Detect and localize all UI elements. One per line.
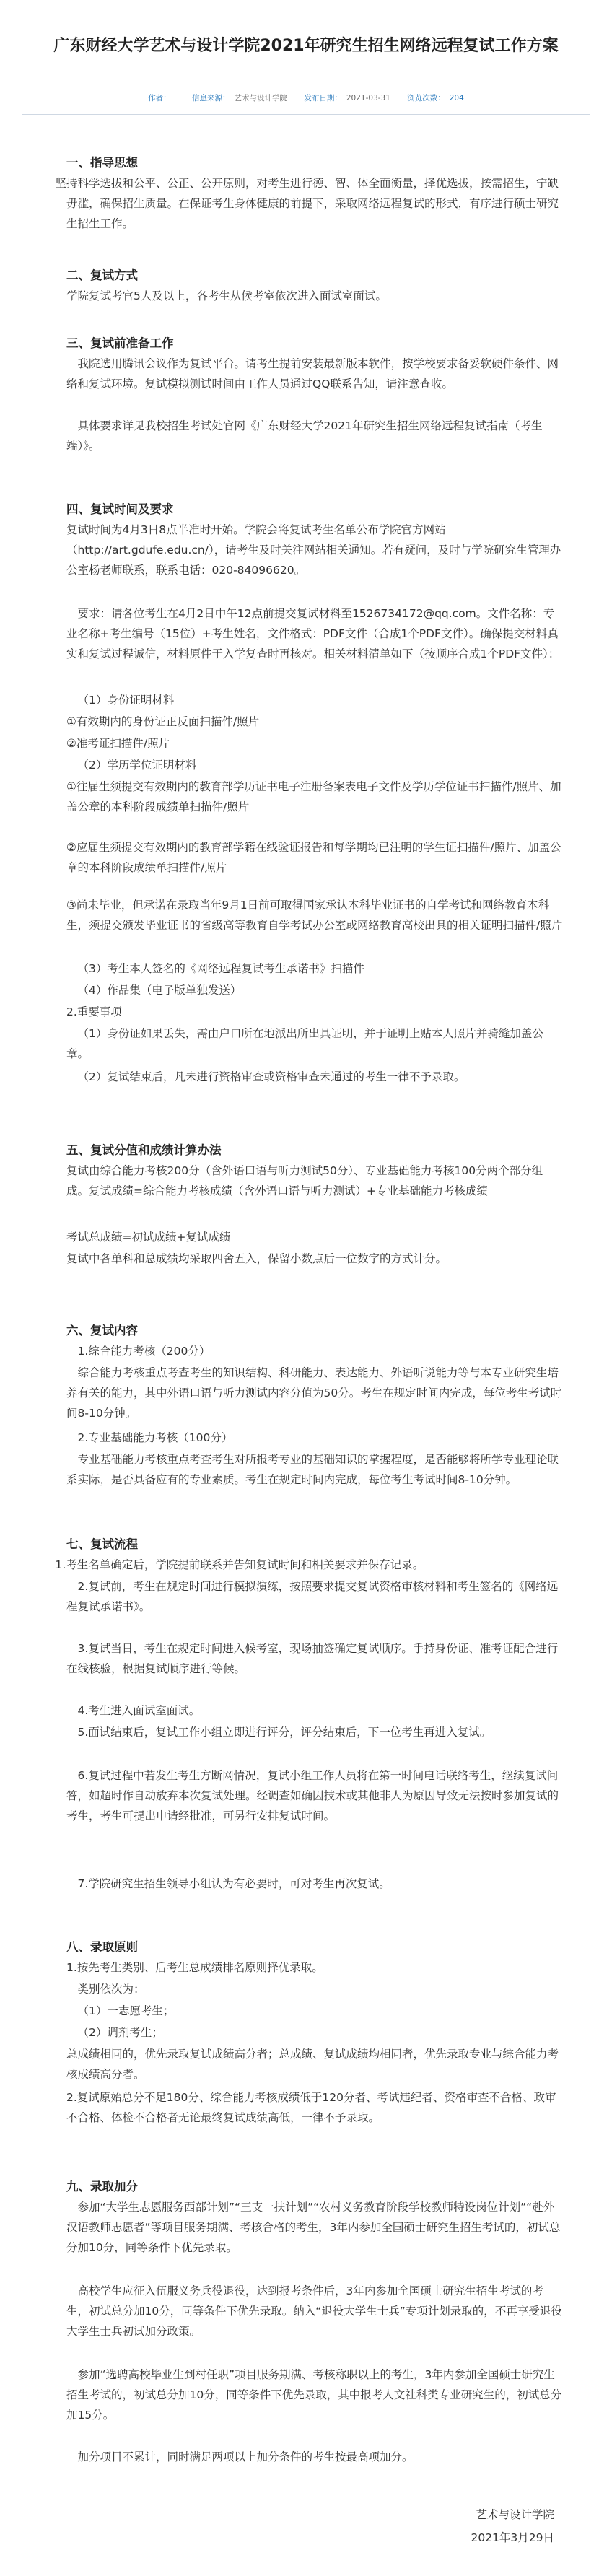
- section-heading-7: 七、复试流程: [66, 1537, 138, 1551]
- paragraph: 1.综合能力考核（200分）: [77, 1345, 211, 1358]
- meta-divider: [22, 114, 590, 115]
- date-label: 发布日期：: [304, 94, 342, 102]
- list-item: ①有效期内的身份证正反面扫描件/照片: [66, 715, 260, 728]
- section-heading-9: 九、录取加分: [66, 2180, 138, 2193]
- list-item: 4.考生进入面试室面试。: [77, 1704, 201, 1717]
- article-title: 广东财经大学艺术与设计学院2021年研究生招生网络远程复试工作方案: [53, 37, 559, 55]
- paragraph: 坚持科学选拔和公平、公正、公开原则，对考生进行德、智、体全面衡量，择优选拔，按需招生，宁缺毋滥，确保招生质量。在保证考生身体健康的前提下，采取网络远程复试的形式，有序进行硕士研究生招生工作。: [55, 177, 559, 230]
- section-heading-6: 六、复试内容: [66, 1324, 138, 1337]
- list-item: 5.面试结束后，复试工作小组立即进行评分，评分结束后，下一位考生再进入复试。: [77, 1726, 491, 1739]
- paragraph: 复试由综合能力考核200分（含外语口语与听力测试50分）、专业基础能力考核100分两个部分组成。复试成绩=综合能力考核成绩（含外语口语与听力测试）+专业基础能力考核成绩: [66, 1164, 543, 1197]
- paragraph: 2.专业基础能力考核（100分）: [77, 1431, 233, 1444]
- paragraph: 专业基础能力考核重点考查考生对所报考专业的基础知识的掌握程度，是否能够将所学专业理论联系实际，是否具备应有的专业素质。考生在规定时间内完成，每位考生考试时间8-10分钟。: [66, 1453, 559, 1486]
- list-item: （4）作品集（电子版单独发送）: [77, 984, 242, 997]
- list-item: ③尚未毕业，但承诺在录取当年9月1日前可取得国家承认本科毕业证书的自学考试和网络教育本科生，须提交颁发毕业证书的省级高等教育自学考试办公室或网络教育高校出具的相关证明扫描件/照片: [66, 899, 563, 932]
- paragraph: 我院选用腾讯会议作为复试平台。请考生提前安装最新版本软件，按学校要求备妥软硬件条件、网络和复试环境。复试模拟测试时间由工作人员通过QQ联系告知，请注意查收。: [66, 357, 559, 390]
- paragraph: 参加“选聘高校毕业生到村任职”项目服务期满、考核称职以上的考生，3年内参加全国硕士研究生招生考试的，初试总分加10分，同等条件下优先录取，其中报考人文社科类专业研究生的，初试总分加15分。: [66, 2368, 562, 2422]
- list-item: （1）身份证明材料: [77, 694, 175, 707]
- source-label: 信息来源：: [192, 94, 230, 102]
- list-item: （3）考生本人签名的《网络远程复试考生承诺书》扫描件: [77, 962, 364, 975]
- source-value: 艺术与设计学院: [234, 94, 288, 102]
- section-heading-5: 五、复试分值和成绩计算办法: [66, 1143, 222, 1157]
- paragraph: 考试总成绩=初试成绩+复试成绩: [66, 1231, 231, 1244]
- paragraph: 参加“大学生志愿服务西部计划”“三支一扶计划”“农村义务教育阶段学校教师特设岗位计划”“赴外汉语教师志愿者”等项目服务期满、考核合格的考生，3年内参加全国硕士研究生招生考试的，初试总分加10分，同等条件下优先录取。: [66, 2201, 561, 2254]
- list-item: 7.学院研究生招生领导小组认为有必要时，可对考生再次复试。: [77, 1877, 390, 1890]
- paragraph: 学院复试考官5人及以上，各考生从候考室依次进入面试室面试。: [66, 289, 387, 302]
- paragraph: 复试时间为4月3日8点半准时开始。学院会将复试考生名单公布学院官方网站（http://art.gdufe.edu.cn/），请考生及时关注网站相关通知。若有疑问，及时与学院研究生管理办公室杨老师联系，联系电话：020-84096620。: [66, 523, 561, 577]
- paragraph: 具体要求详见我校招生考试处官网《广东财经大学2021年研究生招生网络远程复试指南（考生端）》。: [66, 419, 543, 453]
- list-item: 6.复试过程中若发生考生方断网情况，复试小组工作人员将在第一时间电话联络考生，继续复试问答，如超时作自动放弃本次复试处理。经调查如确因技术或其他非人为原因导致无法按时参加复试的考生，考生可提出申请经批准，可另行安排复试时间。: [66, 1769, 559, 1822]
- list-item: （2）复试结束后，凡未进行资格审查或资格审查未通过的考生一律不予录取。: [77, 1070, 465, 1083]
- list-item: 3.复试当日，考生在规定时间进入候考室，现场抽签确定复试顺序。手持身份证、准考证配合进行在线核验，根据复试顺序进行等候。: [66, 1642, 559, 1675]
- section-heading-1: 一、指导思想: [66, 156, 138, 170]
- paragraph: 总成绩相同的，优先录取复试成绩高分者；总成绩、复试成绩均相同者，优先录取专业与综合能力考核成绩高分者。: [66, 2048, 559, 2081]
- paragraph: 要求：请各位考生在4月2日中午12点前提交复试材料至1526734172@qq.com。文件名称：专业名称+考生编号（15位）+考生姓名，文件格式：PDF文件（合成1个PDF文件）。确保提交材料真实和复试过程诚信，材料原件于入学复查时再核对。相关材料清单如下（按顺序合成1个PDF文件）：: [66, 607, 560, 660]
- views-label: 浏览次数：: [407, 94, 445, 102]
- list-item: ②准考证扫描件/照片: [66, 737, 170, 750]
- paragraph: 综合能力考核重点考查考生的知识结构、科研能力、表达能力、外语听说能力等与本专业研究生培养有关的能力，其中外语口语与听力测试内容分值为50分。考生在规定时间内完成，每位考生考试时间8-10分钟。: [66, 1366, 562, 1420]
- section-heading-3: 三、复试前准备工作: [66, 336, 174, 350]
- list-item: （2）学历学位证明材料: [77, 759, 197, 772]
- date-value: 2021-03-31: [346, 94, 390, 102]
- list-item: （1）一志愿考生；: [77, 2004, 175, 2017]
- list-item: （1）身份证如果丢失，需由户口所在地派出所出具证明，并于证明上贴本人照片并骑缝加盖公章。: [66, 1027, 543, 1060]
- list-item: 1.按先考生类别、后考生总成绩排名原则择优录取。: [66, 1961, 323, 1974]
- author-label: 作者：: [148, 94, 171, 102]
- list-item: 1.考生名单确定后，学院提前联系并告知复试时间和相关要求并保存记录。: [55, 1558, 424, 1571]
- list-item: ①往届生须提交有效期内的教育部学历证书电子注册备案表电子文件及学历学位证书扫描件/照片、加盖公章的本科阶段成绩单扫描件/照片: [66, 780, 561, 813]
- list-item: ②应届生须提交有效期内的教育部学籍在线验证报告和每学期均已注明的学生证扫描件/照片、加盖公章的本科阶段成绩单扫描件/照片: [66, 841, 561, 874]
- views-count: 204: [449, 94, 464, 102]
- signature-date: 2021年3月29日: [471, 2531, 554, 2544]
- list-item: 类别依次为：: [77, 1983, 145, 1996]
- list-item: 2.重要事项: [66, 1005, 122, 1018]
- list-item: （2）调剂考生；: [77, 2026, 163, 2039]
- paragraph: 高校学生应征入伍服义务兵役退役，达到报考条件后，3年内参加全国硕士研究生招生考试的考生，初试总分加10分，同等条件下优先录取。纳入“退役大学生士兵”专项计划录取的，不再享受退役大学生士兵初试加分政策。: [66, 2284, 562, 2338]
- section-heading-8: 八、录取原则: [66, 1940, 138, 1954]
- signature-org: 艺术与设计学院: [476, 2508, 554, 2521]
- paragraph: 复试中各单科和总成绩均采取四舍五入，保留小数点后一位数字的方式计分。: [66, 1252, 447, 1265]
- paragraph: 加分项目不累计，同时满足两项以上加分条件的考生按最高项加分。: [77, 2450, 414, 2463]
- section-heading-4: 四、复试时间及要求: [66, 502, 174, 516]
- paragraph: 2.复试原始总分不足180分、综合能力考核成绩低于120分者、考试违纪者、资格审查不合格、政审不合格、体检不合格者无论最终复试成绩高低，一律不予录取。: [66, 2091, 556, 2124]
- list-item: 2.复试前，考生在规定时间进行模拟演练，按照要求提交复试资格审核材料和考生签名的《网络远程复试承诺书》。: [66, 1580, 559, 1613]
- section-heading-2: 二、复试方式: [66, 268, 138, 282]
- article-meta: [0, 92, 612, 103]
